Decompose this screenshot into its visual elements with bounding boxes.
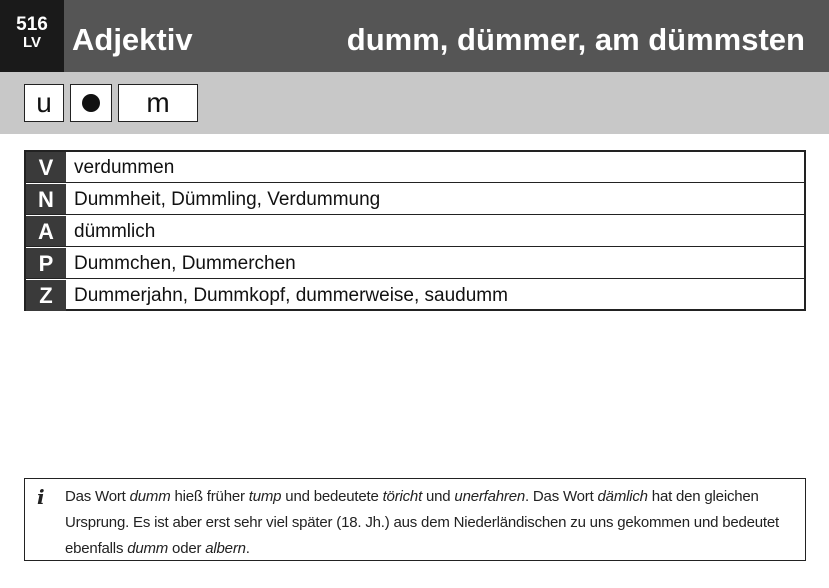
table-row xyxy=(26,216,804,247)
info-emphasis: dumm xyxy=(129,488,171,505)
info-text-part: . xyxy=(245,540,250,557)
info-emphasis: töricht xyxy=(382,488,423,505)
info-emphasis: unerfahren xyxy=(454,488,525,505)
info-emphasis: tump xyxy=(248,488,282,505)
row-words: verdummen xyxy=(74,157,175,178)
table-row xyxy=(26,280,804,311)
word-type-title: Adjektiv xyxy=(72,22,193,57)
table-row xyxy=(26,248,804,279)
level-label: LV xyxy=(22,34,42,51)
row-letter: Z xyxy=(26,280,66,311)
row-letter: N xyxy=(26,184,66,214)
row-words: Dummerjahn, Dummkopf, dummerweise, saudumm xyxy=(74,285,508,306)
info-text-part: und xyxy=(422,488,455,505)
header-bar xyxy=(0,0,829,72)
row-letter: P xyxy=(26,248,66,278)
info-box xyxy=(24,478,806,561)
entry-number: 516 xyxy=(16,14,48,35)
comparison-forms: dumm, dümmer, am dümmsten xyxy=(346,22,805,57)
row-letter: A xyxy=(26,216,66,246)
row-words: Dummheit, Dümmling, Verdummung xyxy=(74,189,381,210)
vowel-cell: u xyxy=(24,84,64,122)
syllable-pattern-band xyxy=(0,72,829,134)
info-text-part: . Das Wort xyxy=(524,488,598,505)
info-emphasis: dumm xyxy=(127,540,169,557)
row-words: Dummchen, Dummerchen xyxy=(74,253,296,274)
entry-number-box xyxy=(0,0,64,72)
stress-dot-icon xyxy=(82,94,100,112)
info-text xyxy=(65,484,795,562)
consonant-cell: m xyxy=(118,84,198,122)
info-text-part: Das Wort xyxy=(65,488,130,505)
info-text-part: oder xyxy=(168,540,206,557)
info-emphasis: dämlich xyxy=(597,488,648,505)
info-text-part: hieß früher xyxy=(170,488,249,505)
info-text-part: und bedeutete xyxy=(281,488,383,505)
row-words: dümmlich xyxy=(74,221,156,242)
info-i-icon: i xyxy=(37,485,45,509)
info-emphasis: albern xyxy=(205,540,246,557)
stress-dot-cell xyxy=(70,84,112,122)
table-row xyxy=(26,152,804,183)
table-row xyxy=(26,184,804,215)
word-family-table xyxy=(24,150,806,311)
info-text-part: hat den gleichen Ursprung. Es ist aber erst sehr viel später (18. Jh.) aus dem Niederländischen zu uns gekommen und bedeutet ebenfalls xyxy=(65,488,779,557)
row-letter: V xyxy=(26,152,66,182)
